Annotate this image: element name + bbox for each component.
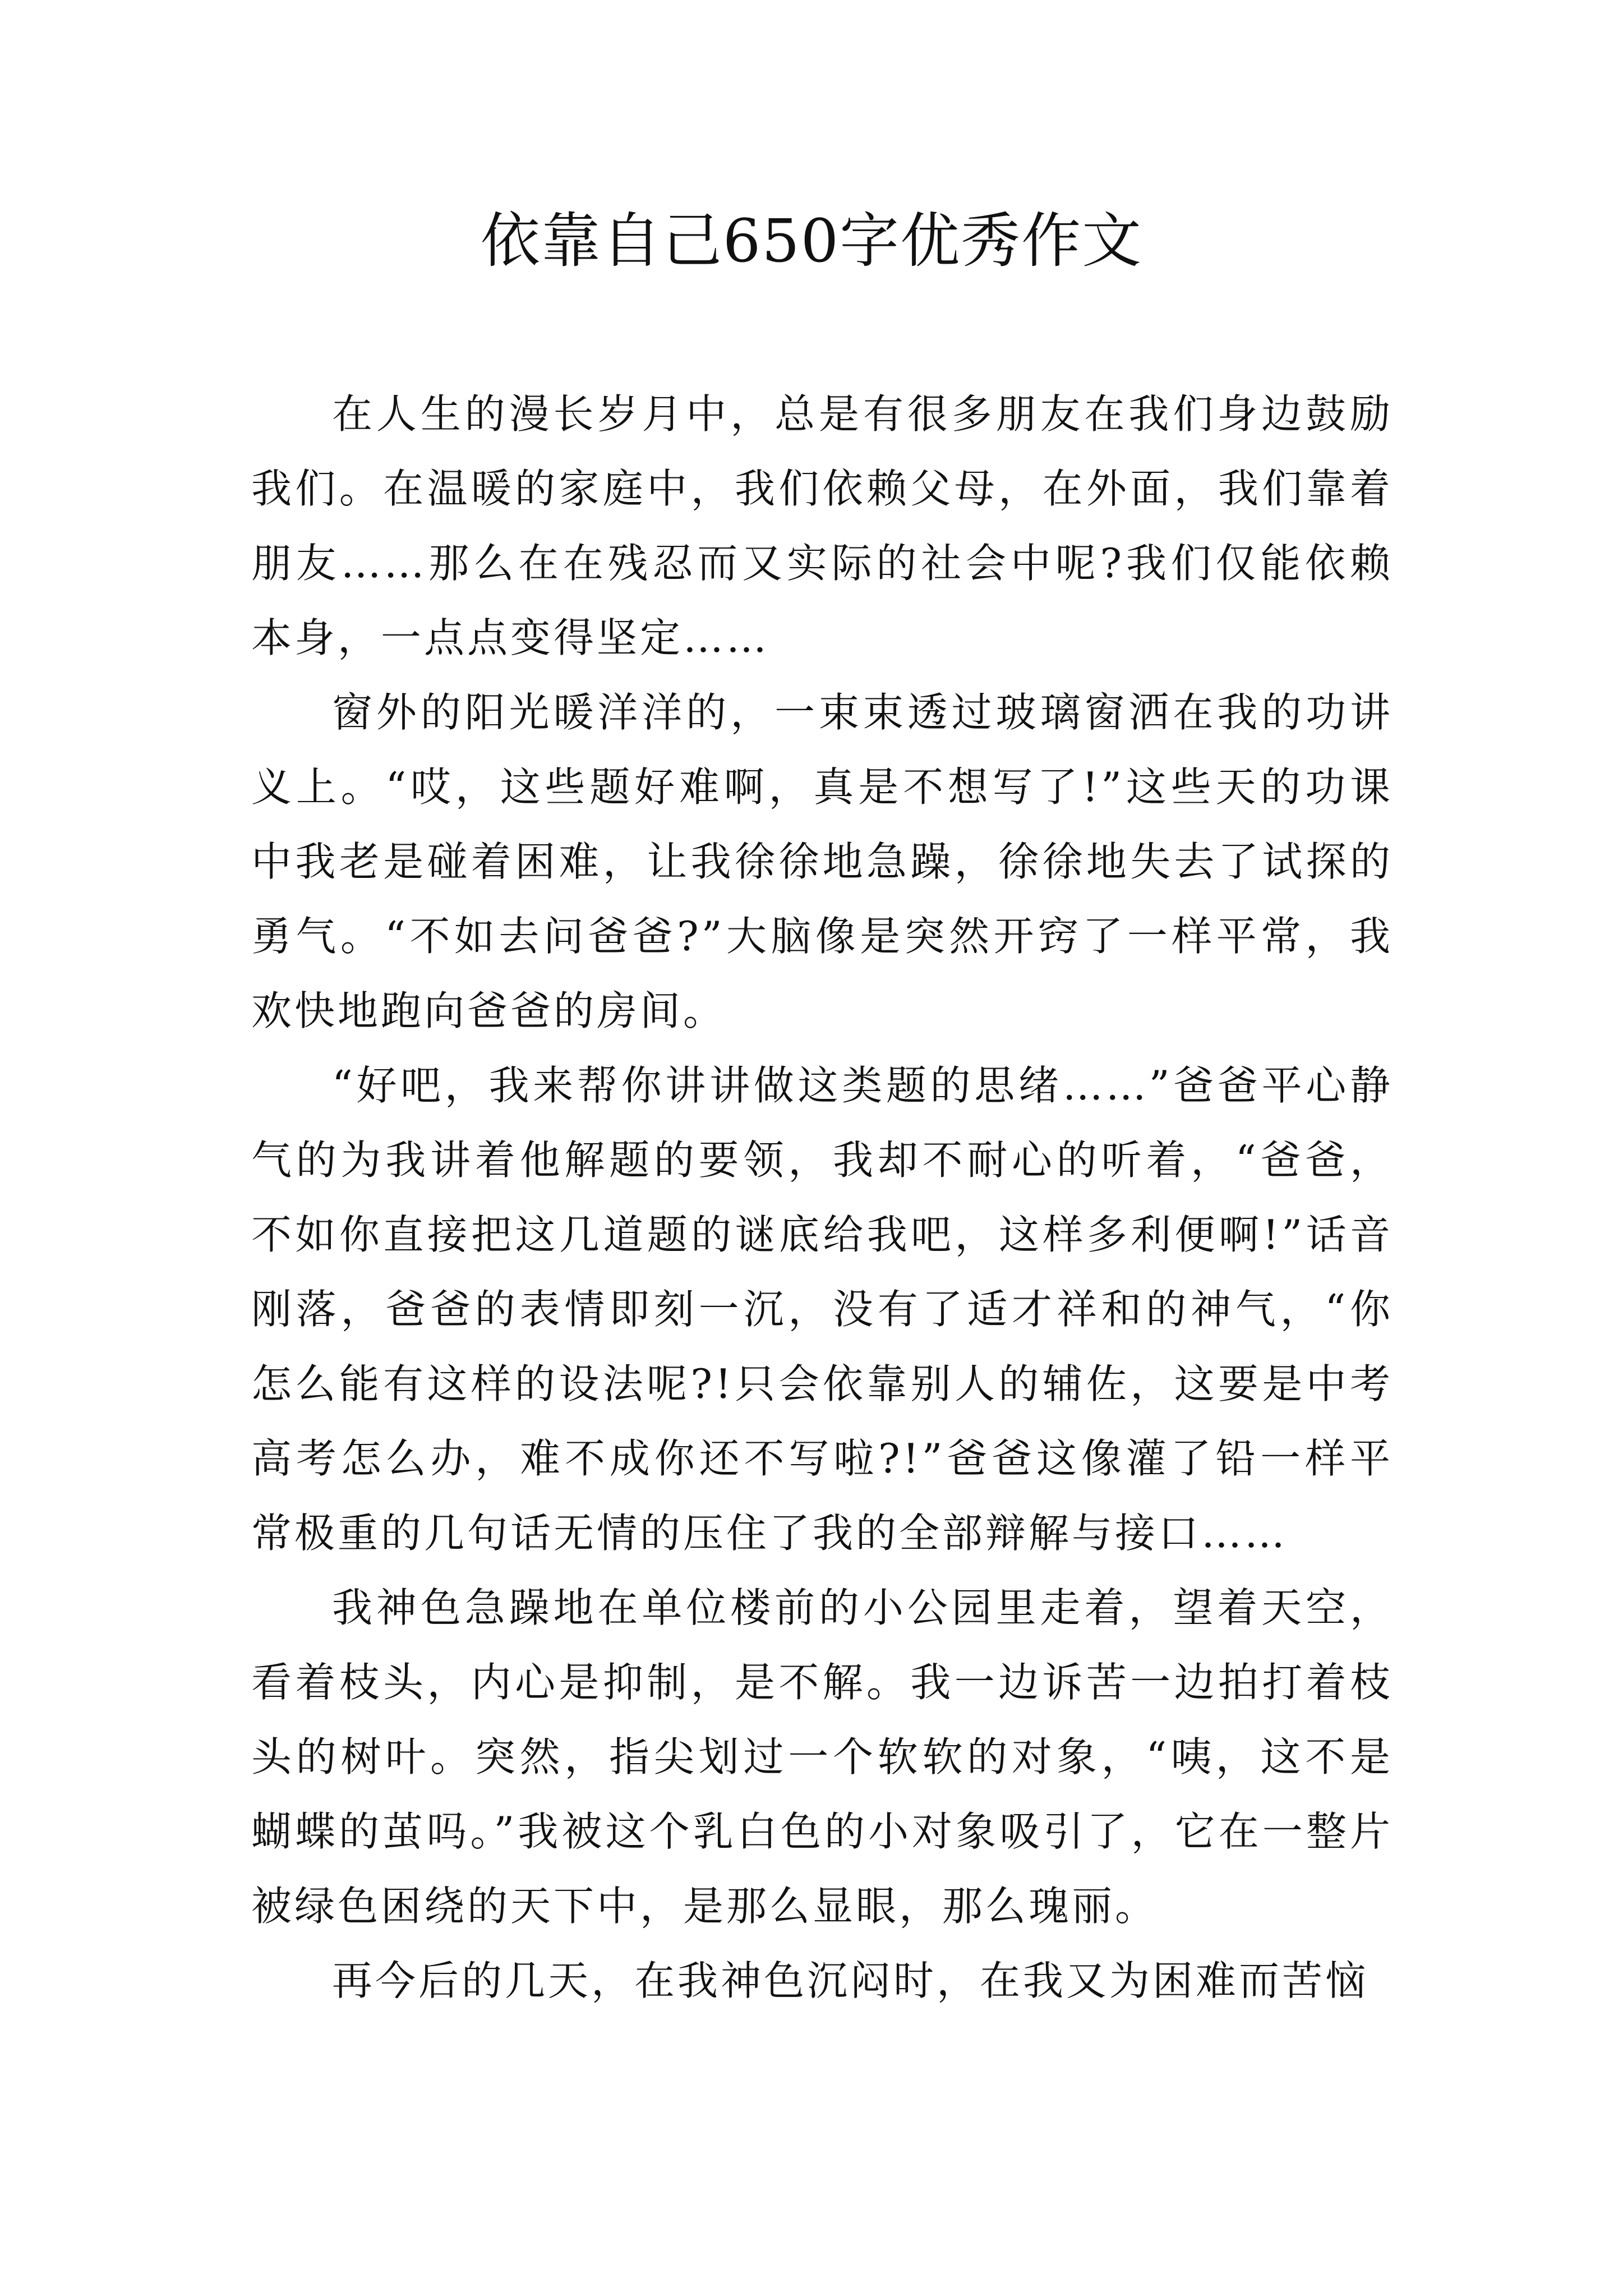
paragraph-3: “好吧，我来帮你讲讲做这类题的思绪……”爸爸平心静气的为我讲着他解题的要领，我却不耐心的听着，“爸爸，不如你直接把这几道题的谜底给我吧，这样多利便啊!”话音刚落，爸爸的表情即刻一沉，没有了适才祥和的神气，“你怎么能有这样的设法呢?!只会依靠别人的辅佐，这要是中考高考怎么办，难不成你还不写啦?!”爸爸这像灌了铅一样平常极重的几句话无情的压住了我的全部辩解与接口…… [251,1062,1393,1557]
document-body [251,377,1393,2018]
document-title: 依靠自己650字优秀作文 [480,206,1143,275]
paragraph-2: 窗外的阳光暖洋洋的，一束束透过玻璃窗洒在我的功讲义上。“哎，这些题好难啊，真是不想写了!”这些天的功课中我老是碰着困难，让我徐徐地急躁，徐徐地失去了试探的勇气。“不如去问爸爸?”大脑像是突然开窍了一样平常，我欢快地跑向爸爸的房间。 [251,689,1393,1034]
paragraph-1: 在人生的漫长岁月中，总是有很多朋友在我们身边鼓励我们。在温暖的家庭中，我们依赖父母，在外面，我们靠着朋友……那么在在残忍而又实际的社会中呢?我们仅能依赖本身，一点点变得坚定…… [251,390,1393,661]
paragraph-4: 我神色急躁地在单位楼前的小公园里走着，望着天空，看着枝头，内心是抑制，是不解。我一边诉苦一边拍打着枝头的树叶。突然，指尖划过一个软软的对象，“咦，这不是蝴蝶的茧吗。”我被这个乳白色的小对象吸引了，它在一整片被绿色困绕的天下中，是那么显眼，那么瑰丽。 [251,1584,1393,1930]
paragraph-5: 再今后的几天，在我神色沉闷时，在我又为困难而苦恼 [332,1957,1369,2004]
